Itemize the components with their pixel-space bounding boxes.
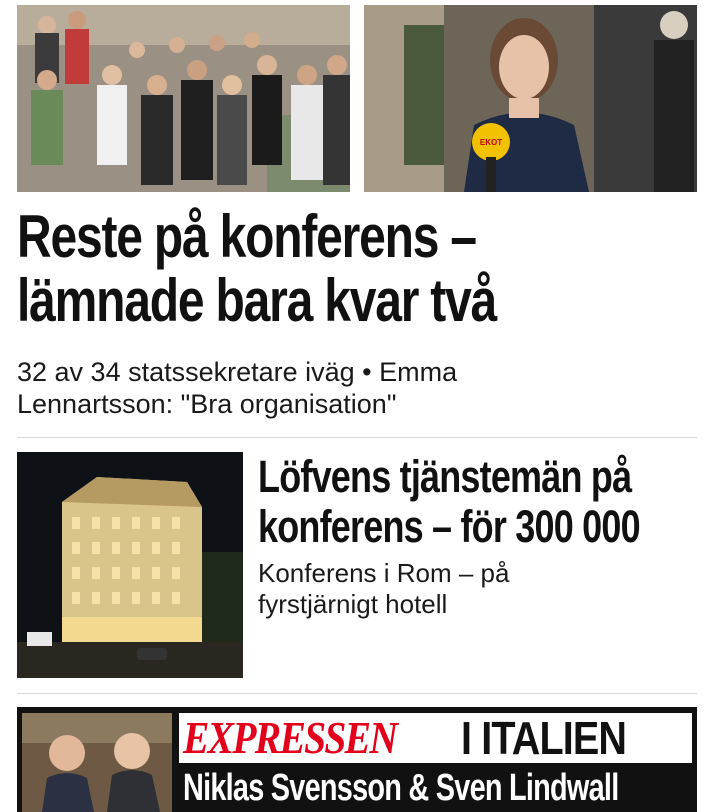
story2-headline-line2: konferens – för 300 000	[258, 501, 640, 552]
story1-sub-line2: Lennartsson: "Bra organisation"	[17, 389, 397, 419]
microphone-handle	[486, 157, 496, 192]
crowd-photo-image	[17, 5, 350, 192]
expressen-italien-banner[interactable]	[17, 707, 697, 812]
mic-label: EKOT	[479, 137, 503, 147]
story2-sub-line2: fyrstjärnigt hotell	[258, 589, 448, 619]
story2-subheadline[interactable]	[258, 558, 698, 620]
divider	[17, 437, 697, 438]
crowd-photo[interactable]	[17, 5, 350, 192]
story1-subheadline[interactable]	[17, 356, 697, 420]
banner-title-box	[179, 713, 692, 763]
microphone-icon	[472, 123, 510, 161]
reporters-photo-image	[22, 713, 172, 812]
expressen-logo: EXPRESSEN	[183, 713, 397, 763]
story2-headline-line1: Löfvens tjänstemän på	[258, 451, 632, 502]
interview-photo-image	[364, 5, 697, 192]
divider	[17, 693, 697, 694]
story1-sub-line1: 32 av 34 statssekretare iväg • Emma	[17, 357, 458, 387]
banner-title: I ITALIEN	[461, 713, 627, 763]
hotel-photo[interactable]	[17, 452, 243, 678]
story1-headline[interactable]	[17, 205, 697, 333]
hotel-photo-image	[17, 452, 243, 678]
banner-reporter-names: Niklas Svensson & Sven Lindwall	[183, 767, 619, 809]
reporters-photo	[22, 713, 172, 812]
story2-sub-line1: Konferens i Rom – på	[258, 558, 510, 588]
interview-photo[interactable]	[364, 5, 697, 192]
story2-headline[interactable]	[258, 452, 698, 552]
story1-headline-line2: lämnade bara kvar två	[17, 267, 497, 334]
story1-headline-line1: Reste på konferens –	[17, 203, 476, 270]
